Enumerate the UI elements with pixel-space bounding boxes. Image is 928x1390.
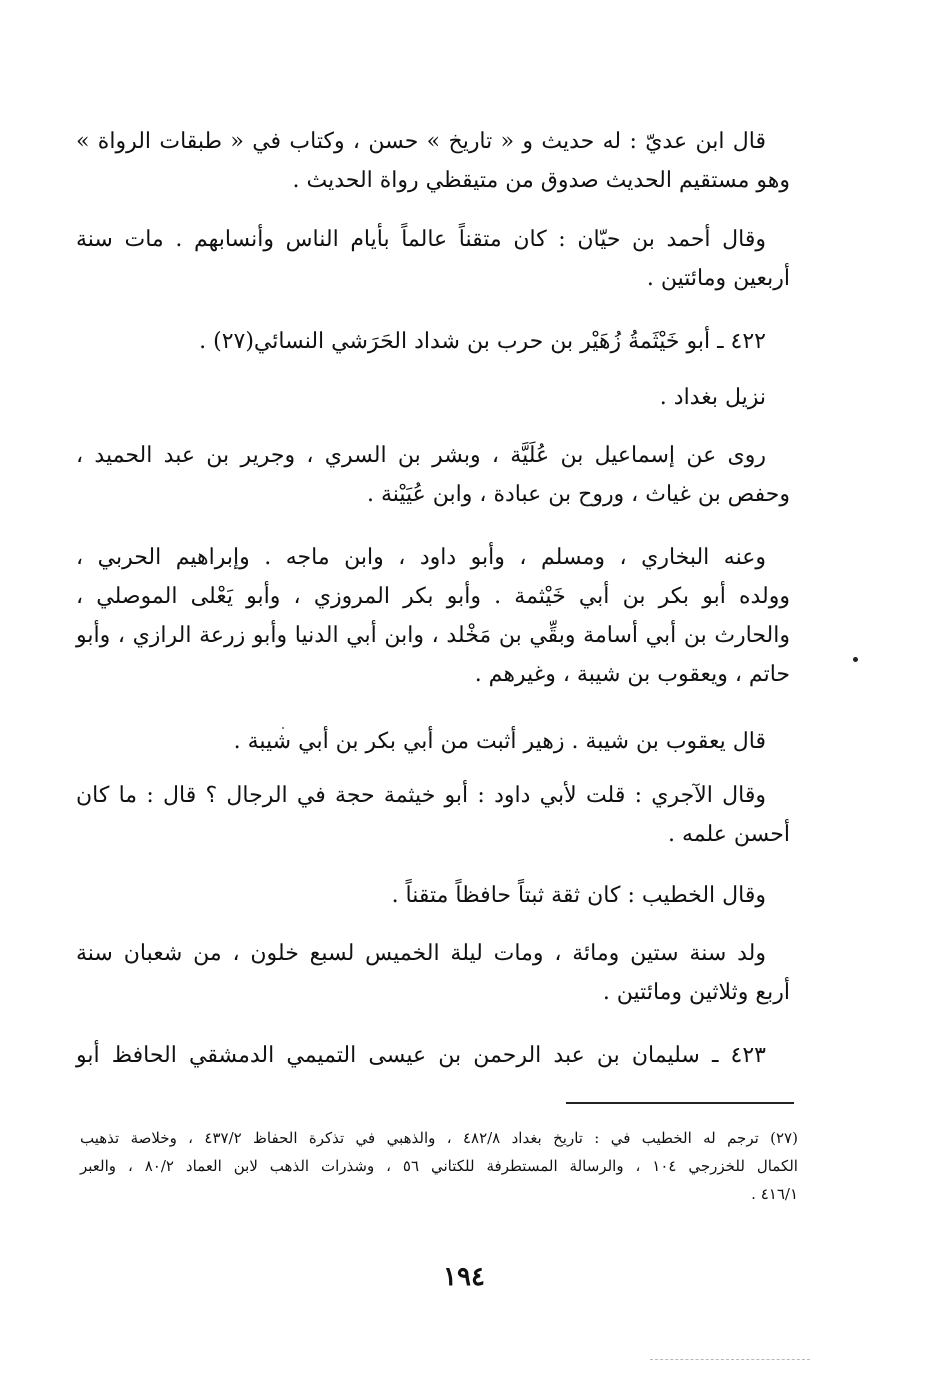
text-line: حاتم ، ويعقوب بن شيبة ، وغيرهم . [474,662,790,687]
text-line: والحارث بن أبي أسامة وبقِّي بن مَخْلد ، وابن أبي الدنيا وأبو زرعة الرازي ، وأبو [76,623,790,648]
paragraph-birth-death [76,934,790,1012]
text-line: وحفص بن غياث ، وروح بن عبادة ، وابن عُيَيْنة . [366,482,790,507]
paragraph-ahmad-ibn-hayyan-quote [76,220,790,298]
footnote-line: ٤١٦/١ . [751,1185,798,1203]
scan-speck [282,727,284,729]
footnote-line: (٢٧) ترجم له الخطيب في : تاريخ بغداد ٤٨٢/٨ ، والذهبي في تذكرة الحفاظ ٤٣٧/٢ ، وخلاصة تذهيب [80,1129,798,1147]
text-line: ولد سنة ستين ومائة ، ومات ليلة الخميس لسبع خلون ، من شعبان سنة [76,941,766,966]
paragraph-residence [76,378,790,417]
text-line: قال ابن عديّ : له حديث و « تاريخ » حسن ، وكتاب في « طبقات الرواة » [76,129,766,154]
paragraph-ajurri-quote [76,776,790,854]
page-number: ١٩٤ [443,1262,485,1292]
paragraph-yaqub-quote [76,722,790,761]
paragraph-ibn-adi-quote [76,122,790,200]
text-line: أحسن علمه . [668,822,790,847]
scan-speck [853,657,858,662]
text-line: روى عن إسماعيل بن عُلَيَّة ، وبشر بن السري ، وجرير بن عبد الحميد ، [76,443,766,468]
entry-title: ٤٢٣ ـ سليمان بن عبد الرحمن بن عيسى التميمي الدمشقي الحافظ أبو [76,1043,766,1068]
footnote-27 [80,1124,798,1208]
text-line: وعنه البخاري ، ومسلم ، وأبو داود ، وابن ماجه . وإبراهيم الحربي ، [76,545,766,570]
entry-title: ٤٢٢ ـ أبو خَيْثَمةُ زُهَيْر بن حرب بن شداد الحَرَشي النسائي(٢٧) . [199,329,766,354]
text-line: أربع وثلاثين ومائتين . [602,980,790,1005]
text-line: وقال الآجري : قلت لأبي داود : أبو خيثمة حجة في الرجال ؟ قال : ما كان [76,783,766,808]
scan-edge-mark [650,1359,810,1360]
footnote-divider [566,1102,794,1104]
text-line: وولده أبو بكر بن أبي خَيْثمة . وأبو بكر المروزي ، وأبو يَعْلى الموصلي ، [76,584,790,609]
text-line: أربعين ومائتين . [646,266,790,291]
text-line: وهو مستقيم الحديث صدوق من متيقظي رواة الحديث . [292,168,790,193]
text-line: نزيل بغداد . [659,385,766,410]
footnote-line: الكمال للخزرجي ١٠٤ ، والرسالة المستطرفة للكتاني ٥٦ ، وشذرات الذهب لابن العماد ٨٠/٢ ، والعبر [80,1157,798,1175]
text-line: قال يعقوب بن شيبة . زهير أثبت من أبي بكر بن أبي شيبة . [233,729,766,754]
text-line: وقال أحمد بن حيّان : كان متقناً عالماً بأيام الناس وأنسابهم . مات سنة [76,227,766,252]
paragraph-narrated-from [76,436,790,514]
entry-heading-423 [76,1036,790,1075]
text-line: وقال الخطيب : كان ثقة ثبتاً حافظاً متقناً . [391,883,766,908]
paragraph-khatib-quote [76,876,790,915]
paragraph-narrators-from-him [76,538,790,694]
entry-heading-422 [76,322,790,361]
